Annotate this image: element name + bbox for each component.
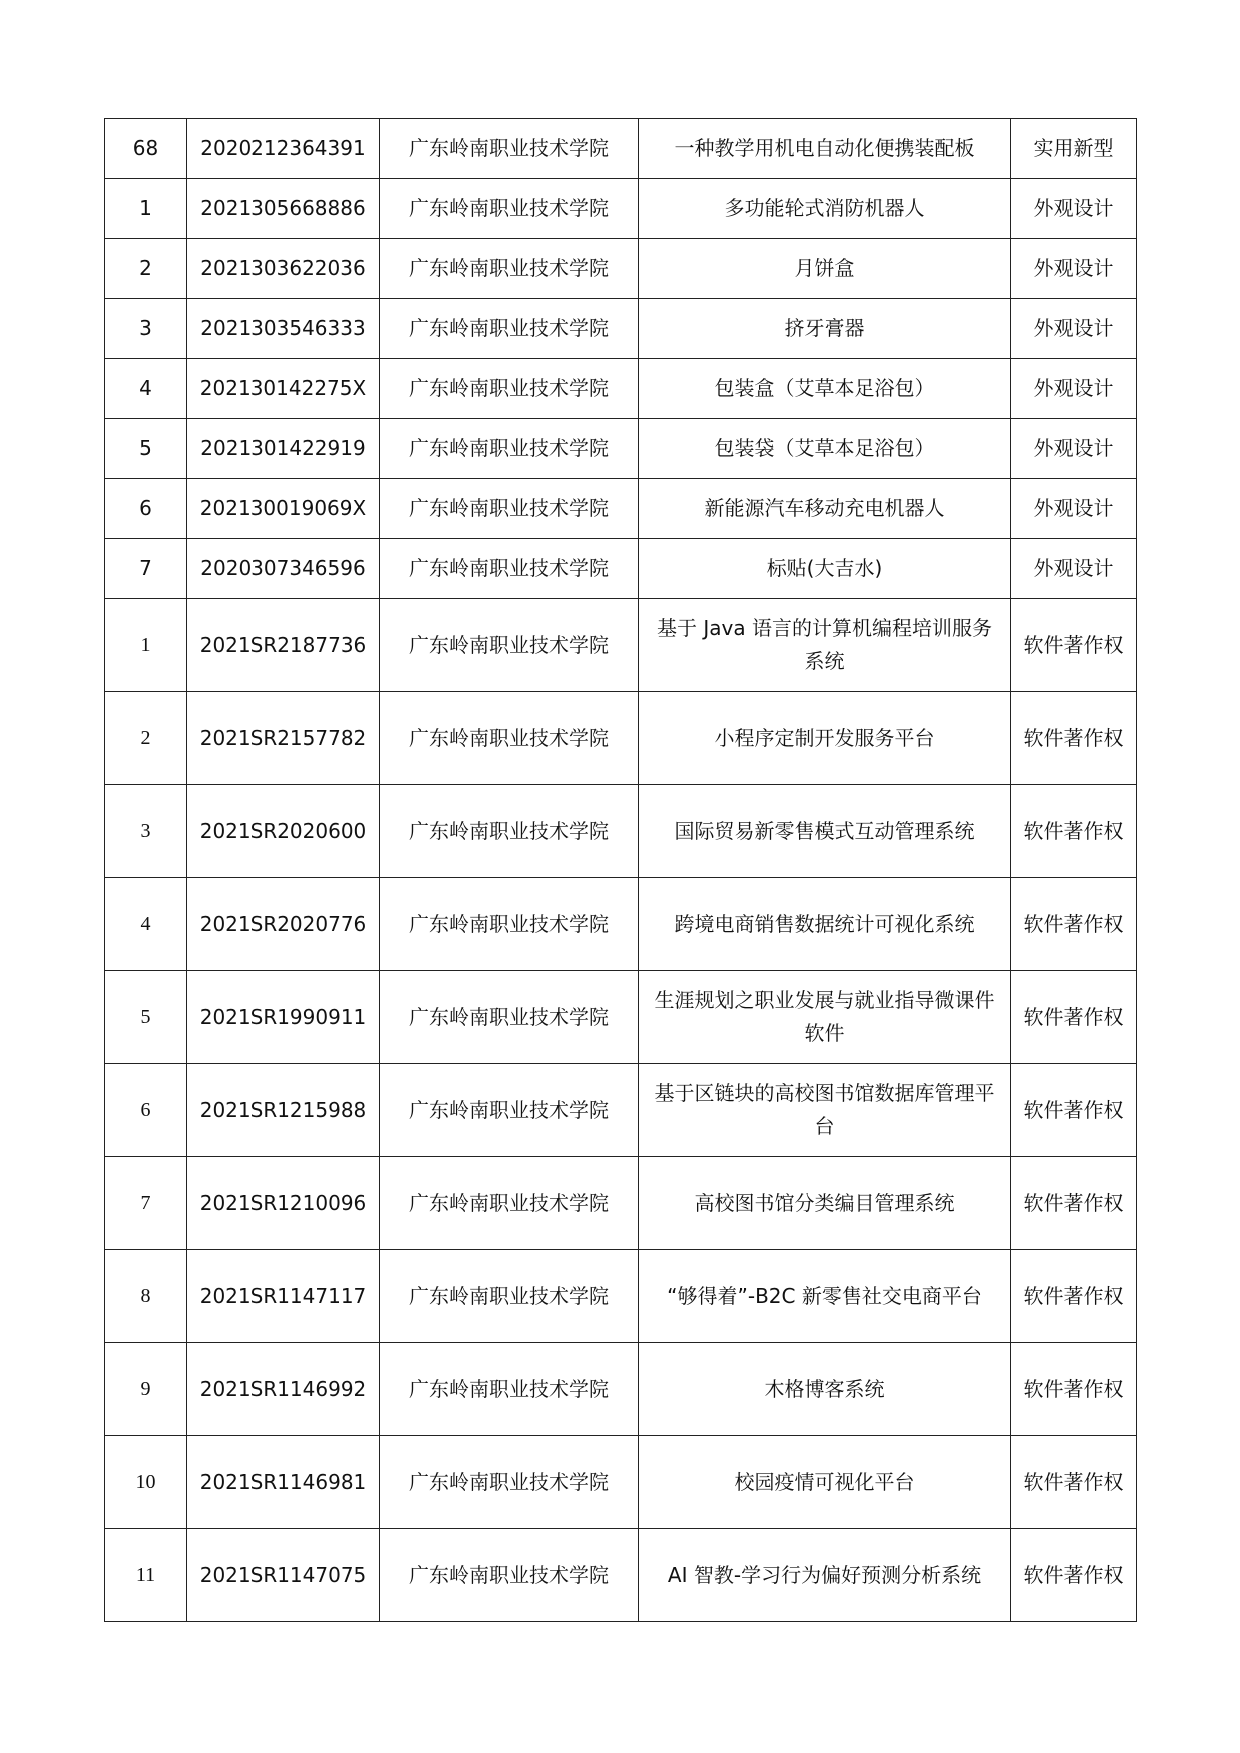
row-number-cell: 3 — [105, 299, 187, 359]
title-cell: 木格博客系统 — [639, 1343, 1011, 1436]
type-cell: 外观设计 — [1011, 539, 1137, 599]
title-cell: 校园疫情可视化平台 — [639, 1436, 1011, 1529]
row-number-cell: 6 — [105, 479, 187, 539]
title-cell: 包装袋（艾草本足浴包） — [639, 419, 1011, 479]
type-cell: 外观设计 — [1011, 299, 1137, 359]
organization-cell: 广东岭南职业技术学院 — [380, 1343, 639, 1436]
title-cell: AI 智教-学习行为偏好预测分析系统 — [639, 1529, 1011, 1622]
title-cell: 新能源汽车移动充电机器人 — [639, 479, 1011, 539]
registration-number-cell: 2021SR1215988 — [187, 1064, 380, 1157]
row-number-cell: 1 — [105, 179, 187, 239]
table-row — [105, 599, 1137, 692]
title-cell: 挤牙膏器 — [639, 299, 1011, 359]
organization-cell: 广东岭南职业技术学院 — [380, 419, 639, 479]
table-row — [105, 299, 1137, 359]
title-cell: 生涯规划之职业发展与就业指导微课件软件 — [639, 971, 1011, 1064]
table-row — [105, 692, 1137, 785]
registration-number-cell: 2021SR1146992 — [187, 1343, 380, 1436]
row-number-cell: 7 — [105, 1157, 187, 1250]
type-cell: 软件著作权 — [1011, 785, 1137, 878]
registration-number-cell: 2021SR1210096 — [187, 1157, 380, 1250]
row-number-cell: 68 — [105, 119, 187, 179]
type-cell: 软件著作权 — [1011, 1157, 1137, 1250]
table-row — [105, 1157, 1137, 1250]
title-cell: 一种教学用机电自动化便携装配板 — [639, 119, 1011, 179]
organization-cell: 广东岭南职业技术学院 — [380, 1064, 639, 1157]
organization-cell: 广东岭南职业技术学院 — [380, 119, 639, 179]
title-cell: “够得着”-B2C 新零售社交电商平台 — [639, 1250, 1011, 1343]
organization-cell: 广东岭南职业技术学院 — [380, 359, 639, 419]
row-number-cell: 8 — [105, 1250, 187, 1343]
organization-cell: 广东岭南职业技术学院 — [380, 971, 639, 1064]
type-cell: 软件著作权 — [1011, 692, 1137, 785]
registration-number-cell: 2020212364391 — [187, 119, 380, 179]
title-cell: 跨境电商销售数据统计可视化系统 — [639, 878, 1011, 971]
organization-cell: 广东岭南职业技术学院 — [380, 1529, 639, 1622]
registration-number-cell: 2021301422919 — [187, 419, 380, 479]
registration-number-cell: 2021SR1146981 — [187, 1436, 380, 1529]
type-cell: 软件著作权 — [1011, 1343, 1137, 1436]
type-cell: 软件著作权 — [1011, 878, 1137, 971]
type-cell: 软件著作权 — [1011, 1529, 1137, 1622]
organization-cell: 广东岭南职业技术学院 — [380, 1436, 639, 1529]
table-row — [105, 1436, 1137, 1529]
row-number-cell: 1 — [105, 599, 187, 692]
registration-number-cell: 2020307346596 — [187, 539, 380, 599]
table-row — [105, 179, 1137, 239]
title-cell: 多功能轮式消防机器人 — [639, 179, 1011, 239]
row-number-cell: 5 — [105, 419, 187, 479]
table-row — [105, 539, 1137, 599]
table-row — [105, 878, 1137, 971]
type-cell: 软件著作权 — [1011, 971, 1137, 1064]
row-number-cell: 3 — [105, 785, 187, 878]
type-cell: 软件著作权 — [1011, 1436, 1137, 1529]
registration-number-cell: 2021SR1990911 — [187, 971, 380, 1064]
registration-number-cell: 2021SR1147117 — [187, 1250, 380, 1343]
registration-number-cell: 2021SR2157782 — [187, 692, 380, 785]
table-body — [105, 119, 1137, 1622]
row-number-cell: 6 — [105, 1064, 187, 1157]
table-row — [105, 1064, 1137, 1157]
registration-number-cell: 2021SR2020600 — [187, 785, 380, 878]
title-cell: 基于区链块的高校图书馆数据库管理平台 — [639, 1064, 1011, 1157]
row-number-cell: 2 — [105, 692, 187, 785]
table-row — [105, 239, 1137, 299]
row-number-cell: 4 — [105, 878, 187, 971]
type-cell: 外观设计 — [1011, 479, 1137, 539]
registration-number-cell: 2021303546333 — [187, 299, 380, 359]
row-number-cell: 2 — [105, 239, 187, 299]
table-row — [105, 1343, 1137, 1436]
patent-software-table — [104, 118, 1137, 1622]
type-cell: 软件著作权 — [1011, 599, 1137, 692]
title-cell: 标贴(大吉水) — [639, 539, 1011, 599]
title-cell: 高校图书馆分类编目管理系统 — [639, 1157, 1011, 1250]
type-cell: 软件著作权 — [1011, 1064, 1137, 1157]
row-number-cell: 7 — [105, 539, 187, 599]
organization-cell: 广东岭南职业技术学院 — [380, 785, 639, 878]
organization-cell: 广东岭南职业技术学院 — [380, 599, 639, 692]
organization-cell: 广东岭南职业技术学院 — [380, 479, 639, 539]
title-cell: 月饼盒 — [639, 239, 1011, 299]
title-cell: 国际贸易新零售模式互动管理系统 — [639, 785, 1011, 878]
table-row — [105, 1250, 1137, 1343]
registration-number-cell: 2021303622036 — [187, 239, 380, 299]
row-number-cell: 4 — [105, 359, 187, 419]
organization-cell: 广东岭南职业技术学院 — [380, 692, 639, 785]
type-cell: 实用新型 — [1011, 119, 1137, 179]
registration-number-cell: 202130019069X — [187, 479, 380, 539]
type-cell: 外观设计 — [1011, 239, 1137, 299]
row-number-cell: 11 — [105, 1529, 187, 1622]
organization-cell: 广东岭南职业技术学院 — [380, 179, 639, 239]
type-cell: 软件著作权 — [1011, 1250, 1137, 1343]
table-row — [105, 785, 1137, 878]
table-row — [105, 971, 1137, 1064]
table-row — [105, 119, 1137, 179]
organization-cell: 广东岭南职业技术学院 — [380, 878, 639, 971]
registration-number-cell: 2021SR2187736 — [187, 599, 380, 692]
type-cell: 外观设计 — [1011, 179, 1137, 239]
organization-cell: 广东岭南职业技术学院 — [380, 1157, 639, 1250]
title-cell: 基于 Java 语言的计算机编程培训服务系统 — [639, 599, 1011, 692]
registration-number-cell: 202130142275X — [187, 359, 380, 419]
row-number-cell: 9 — [105, 1343, 187, 1436]
table-row — [105, 1529, 1137, 1622]
registration-number-cell: 2021305668886 — [187, 179, 380, 239]
title-cell: 包装盒（艾草本足浴包） — [639, 359, 1011, 419]
row-number-cell: 10 — [105, 1436, 187, 1529]
registration-number-cell: 2021SR2020776 — [187, 878, 380, 971]
table-row — [105, 359, 1137, 419]
type-cell: 外观设计 — [1011, 359, 1137, 419]
table-row — [105, 419, 1137, 479]
title-cell: 小程序定制开发服务平台 — [639, 692, 1011, 785]
organization-cell: 广东岭南职业技术学院 — [380, 299, 639, 359]
organization-cell: 广东岭南职业技术学院 — [380, 1250, 639, 1343]
row-number-cell: 5 — [105, 971, 187, 1064]
table-row — [105, 479, 1137, 539]
organization-cell: 广东岭南职业技术学院 — [380, 239, 639, 299]
registration-number-cell: 2021SR1147075 — [187, 1529, 380, 1622]
organization-cell: 广东岭南职业技术学院 — [380, 539, 639, 599]
type-cell: 外观设计 — [1011, 419, 1137, 479]
